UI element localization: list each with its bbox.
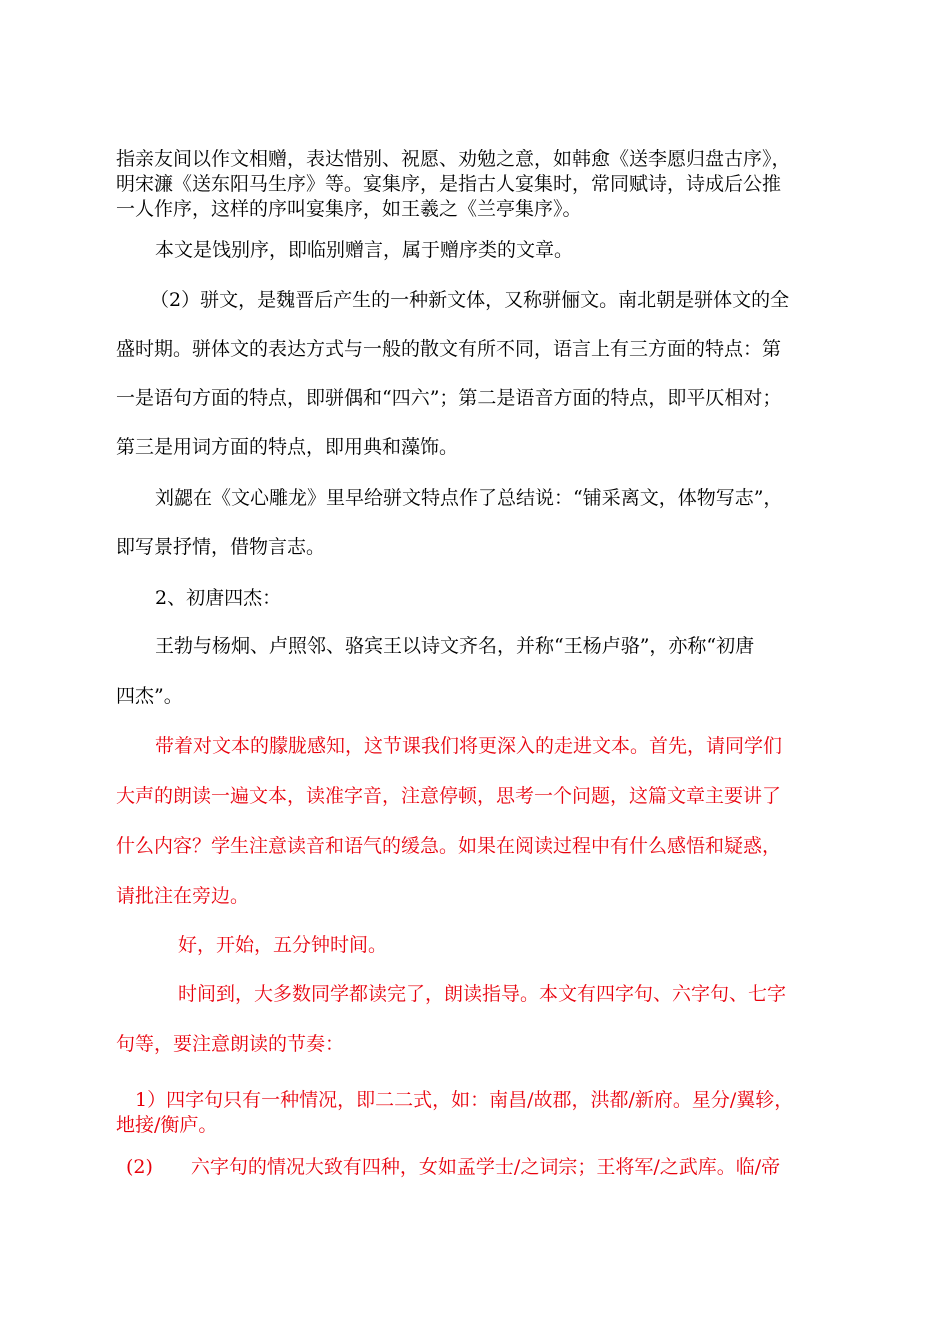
teacher-note-line: 请批注在旁边。 (116, 885, 250, 907)
teacher-note-line: 什么内容？学生注意读音和语气的缓急。如果在阅读过程中有什么感悟和疑惑， (116, 835, 782, 857)
teacher-note-line: (2) 六字句的情况大致有四种，女如孟学士/之词宗；王将军/之武库。临/帝 (126, 1156, 781, 1178)
teacher-note-line: 时间到，大多数同学都读完了，朗读指导。本文有四字句、六字句、七字 (178, 983, 787, 1005)
text-line: 一人作序，这样的序叫宴集序，如王羲之《兰亭集序》。 (116, 198, 582, 220)
section-heading: 2、初唐四杰： (155, 587, 282, 609)
text-line: 四杰”。 (116, 685, 183, 707)
text-line: 刘勰在《文心雕龙》里早给骈文特点作了总结说：“铺采离文，体物写志”， (155, 487, 783, 509)
teacher-note-line: 1）四字句只有一种情况，即二二式，如：南昌/故郡，洪都/新府。星分/翼轸， (135, 1089, 794, 1111)
text-line: 一是语句方面的特点，即骈偶和“四六”；第二是语音方面的特点，即平仄相对； (116, 387, 782, 409)
text-line: 盛时期。骈体文的表达方式与一般的散文有所不同，语言上有三方面的特点：第 (116, 338, 782, 360)
teacher-note-line: 好，开始，五分钟时间。 (178, 934, 388, 956)
text-line: （2）骈文，是魏晋后产生的一种新文体，又称骈俪文。南北朝是骈体文的全 (150, 289, 790, 311)
text-line: 指亲友间以作文相赠，表达惜别、祝愿、劝勉之意，如韩愈《送李愿归盘古序》， (116, 148, 791, 170)
teacher-note-line: 带着对文本的朦胧感知，这节课我们将更深入的走进文本。首先，请同学们 (155, 735, 783, 757)
text-line: 第三是用词方面的特点，即用典和藻饰。 (116, 436, 459, 458)
teacher-note-line: 句等，要注意朗读的节奏： (116, 1033, 345, 1055)
text-line: 即写景抒情，借物言志。 (116, 536, 326, 558)
teacher-note-line: 大声的朗读一遍文本，读准字音，注意停顿，思考一个问题，这篇文章主要讲了 (116, 785, 782, 807)
text-line: 本文是饯别序，即临别赠言，属于赠序类的文章。 (155, 239, 574, 261)
teacher-note-line: 地接/衡庐。 (116, 1114, 218, 1136)
text-line: 明宋濂《送东阳马生序》等。宴集序，是指古人宴集时，常同赋诗，诗成后公推 (116, 173, 782, 195)
text-line: 王勃与杨炯、卢照邻、骆宾王以诗文齐名，并称“王杨卢骆”，亦称“初唐 (155, 635, 755, 657)
